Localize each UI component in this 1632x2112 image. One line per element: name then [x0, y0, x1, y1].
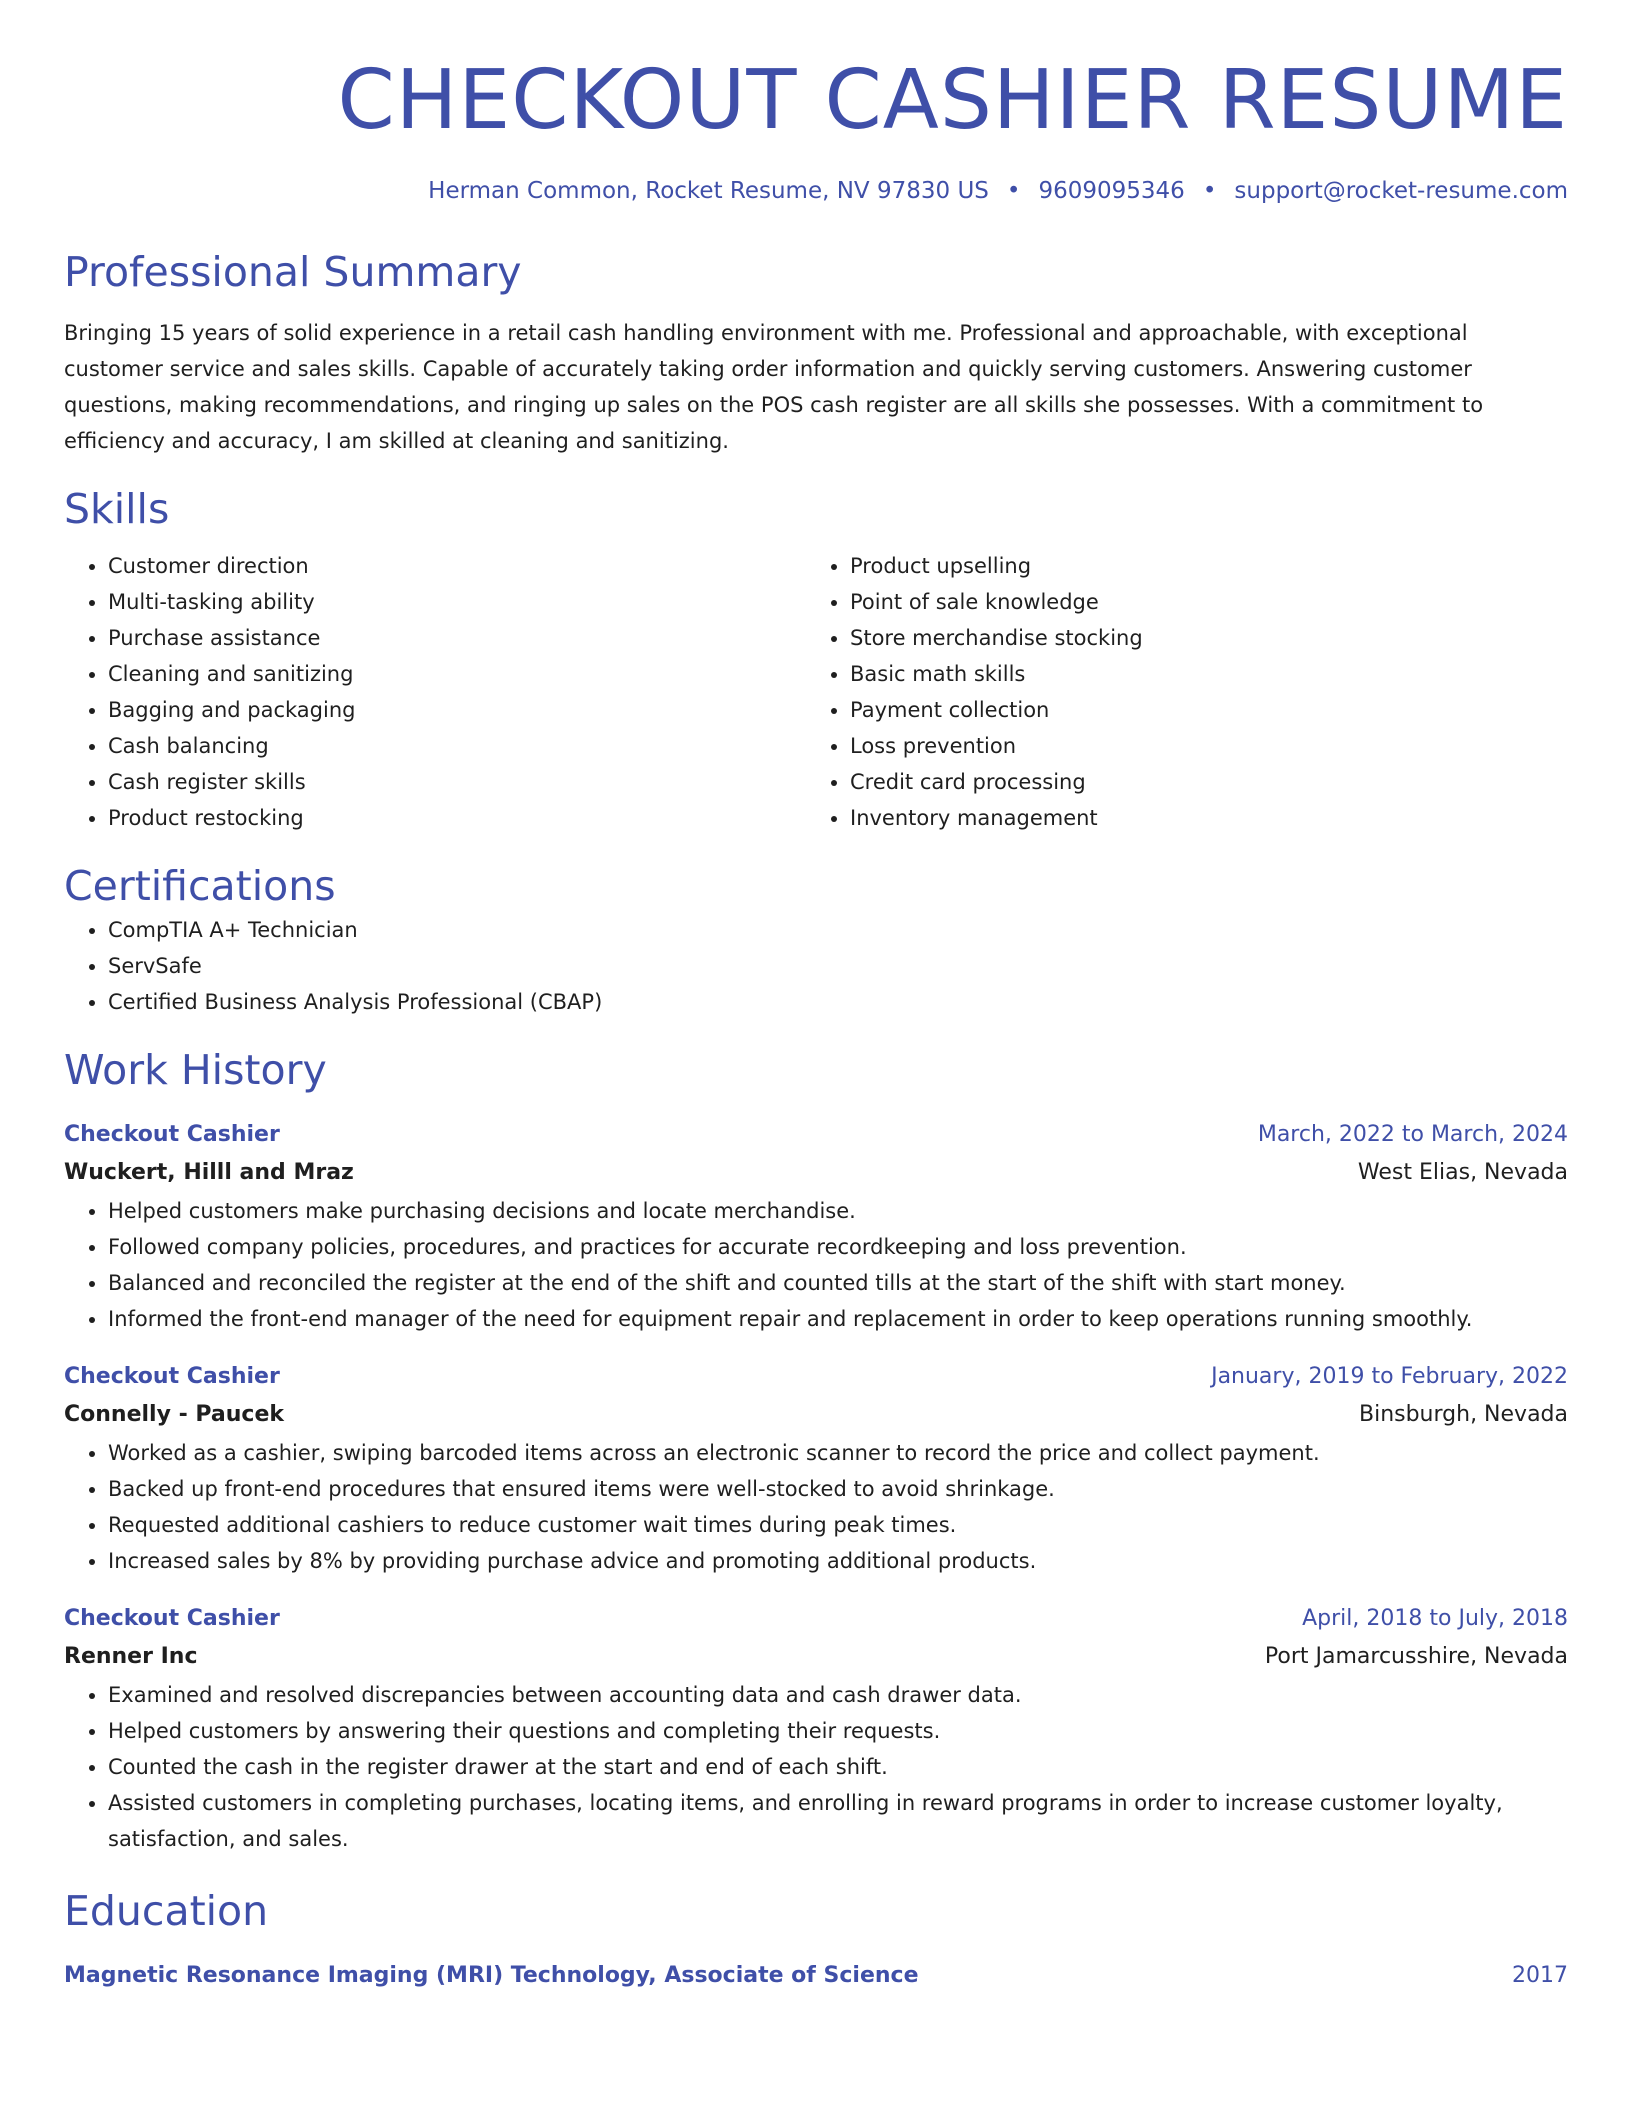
work-history-heading: Work History: [64, 1045, 327, 1094]
resume-header: [64, 53, 1568, 204]
job-duty: • Counted the cash in the register drawer at the start and end of each shift.: [108, 1749, 1528, 1785]
certifications-heading: Certifications: [64, 862, 336, 911]
separator-dot: •: [1006, 178, 1021, 204]
job-company: Wuckert, Hilll and Mraz: [64, 1159, 354, 1185]
job-title: Checkout Cashier: [64, 1605, 280, 1631]
skill-item: • Store merchandise stocking: [850, 620, 1548, 656]
job-title-row: [64, 1601, 1568, 1637]
skills-list-left: [64, 548, 806, 836]
job-duty: • Increased sales by 8% by providing purchase advice and promoting additional products.: [108, 1543, 1528, 1579]
summary-heading: Professional Summary: [64, 248, 522, 296]
certification-item: • Certified Business Analysis Professional (CBAP): [108, 984, 1568, 1020]
job-entry: [64, 1359, 1568, 1579]
skill-item: • Loss prevention: [850, 728, 1548, 764]
resume-page: [64, 0, 1568, 1994]
job-dates: January, 2019 to February, 2022: [1211, 1363, 1568, 1389]
job-duty: • Examined and resolved discrepancies between accounting data and cash drawer data.: [108, 1677, 1528, 1713]
certification-item: • ServSafe: [108, 948, 1568, 984]
skills-list-right: [806, 548, 1548, 836]
education-degree: Magnetic Resonance Imaging (MRI) Technology, Associate of Science: [64, 1962, 919, 1988]
skill-item: • Point of sale knowledge: [850, 584, 1548, 620]
job-dates: April, 2018 to July, 2018: [1302, 1605, 1568, 1631]
skill-item: • Basic math skills: [850, 656, 1548, 692]
education-heading: Education: [64, 1886, 269, 1935]
education-entry: [64, 1958, 1568, 1994]
job-company-row: [64, 1395, 1568, 1435]
skill-item: • Product restocking: [108, 800, 806, 836]
resume-title: CHECKOUT CASHIER RESUME: [337, 53, 1568, 148]
skills-grid: [64, 548, 1568, 836]
job-entry: [64, 1117, 1568, 1337]
skill-item: • Purchase assistance: [108, 620, 806, 656]
skill-item: • Payment collection: [850, 692, 1548, 728]
skill-item: • Cash balancing: [108, 728, 806, 764]
contact-address: Herman Common, Rocket Resume, NV 97830 US: [428, 178, 989, 204]
certification-item: • CompTIA A+ Technician: [108, 912, 1568, 948]
skills-heading: Skills: [64, 485, 170, 534]
job-duties-list: [64, 1193, 1568, 1337]
job-duty: • Followed company policies, procedures, and practices for accurate recordkeeping and loss prevention.: [108, 1229, 1528, 1265]
skill-item: • Customer direction: [108, 548, 806, 584]
skill-item: • Cleaning and sanitizing: [108, 656, 806, 692]
job-duty: • Requested additional cashiers to reduce customer wait times during peak times.: [108, 1507, 1528, 1543]
job-entry: [64, 1601, 1568, 1857]
skill-item: • Credit card processing: [850, 764, 1548, 800]
skill-item: • Multi-tasking ability: [108, 584, 806, 620]
skill-item: • Product upselling: [850, 548, 1548, 584]
job-company: Renner Inc: [64, 1643, 198, 1669]
job-location: Port Jamarcusshire, Nevada: [1264, 1643, 1568, 1669]
job-location: Binsburgh, Nevada: [1358, 1401, 1568, 1427]
skills-column-left: [64, 548, 806, 836]
contact-email[interactable]: support@rocket-resume.com: [1234, 178, 1568, 204]
skill-item: • Bagging and packaging: [108, 692, 806, 728]
job-company-row: [64, 1637, 1568, 1677]
skill-item: • Inventory management: [850, 800, 1548, 836]
job-title: Checkout Cashier: [64, 1121, 280, 1147]
job-title-row: [64, 1359, 1568, 1395]
job-title-row: [64, 1117, 1568, 1153]
contact-phone: 9609095346: [1038, 178, 1185, 204]
job-duty: • Helped customers by answering their questions and completing their requests.: [108, 1713, 1528, 1749]
skill-item: • Cash register skills: [108, 764, 806, 800]
job-company: Connelly - Paucek: [64, 1401, 285, 1427]
skills-column-right: [806, 548, 1548, 836]
job-duty: • Helped customers make purchasing decisions and locate merchandise.: [108, 1193, 1528, 1229]
job-duties-list: [64, 1435, 1568, 1579]
job-duty: • Assisted customers in completing purchases, locating items, and enrolling in reward programs in order to increase customer loyalty, satisfaction, and sales.: [108, 1785, 1528, 1857]
job-duties-list: [64, 1677, 1568, 1857]
job-company-row: [64, 1153, 1568, 1193]
certifications-list: [64, 912, 1568, 1020]
job-duty: • Balanced and reconciled the register at the end of the shift and counted tills at the start of the shift with start money.: [108, 1265, 1528, 1301]
education-year: 2017: [1512, 1962, 1568, 1988]
job-duty: • Backed up front-end procedures that ensured items were well-stocked to avoid shrinkage.: [108, 1471, 1528, 1507]
job-location: West Elias, Nevada: [1357, 1159, 1568, 1185]
job-duty: • Worked as a cashier, swiping barcoded items across an electronic scanner to record the price and collect payment.: [108, 1435, 1528, 1471]
contact-line: [64, 178, 1568, 204]
summary-text: Bringing 15 years of solid experience in a retail cash handling environment with me. Professional and approachable, with exceptional customer service and sales skills. Capable of accurately taking order information and quickly serving customers. Answering customer questions, making recommendations, and ringing up sales on the POS cash register are all skills she possesses. With a commitment to efficiency and accuracy, I am skilled at cleaning and sanitizing.: [64, 321, 1484, 454]
job-dates: March, 2022 to March, 2024: [1257, 1121, 1568, 1147]
job-title: Checkout Cashier: [64, 1363, 280, 1389]
separator-dot: •: [1202, 178, 1217, 204]
job-duty: • Informed the front-end manager of the need for equipment repair and replacement in order to keep operations running smoothly.: [108, 1301, 1528, 1337]
